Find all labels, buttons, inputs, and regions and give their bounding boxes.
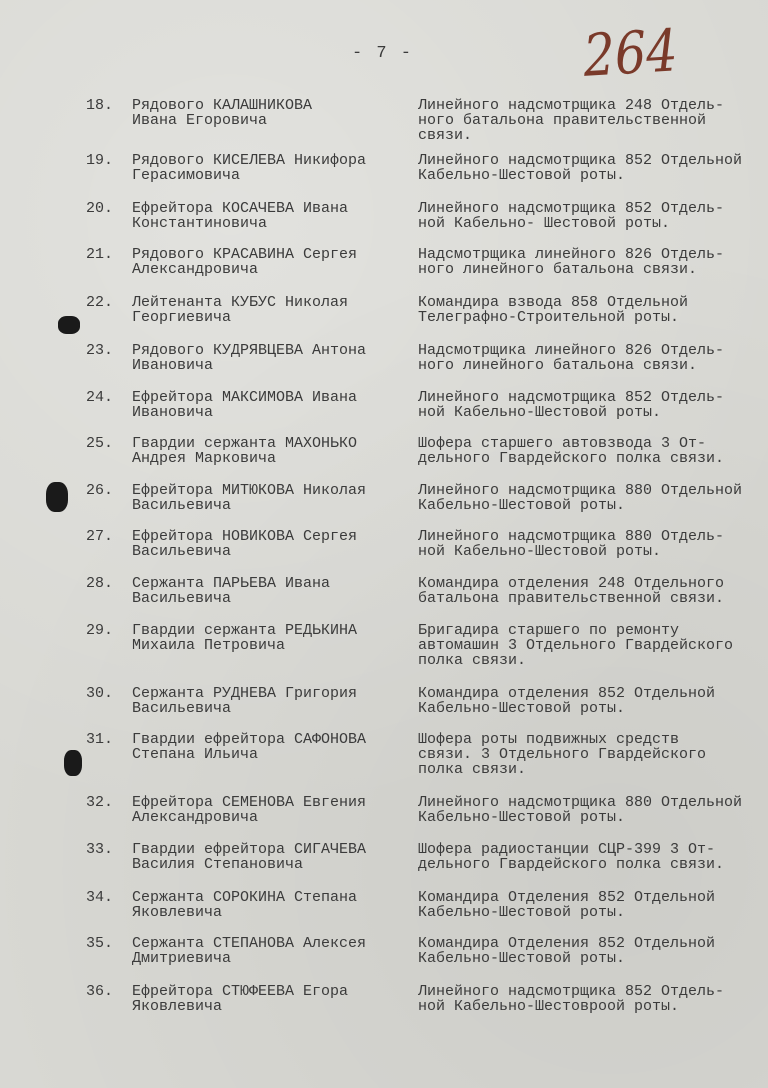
person-name (132, 98, 312, 128)
entry-number: 33. (86, 841, 114, 858)
name-line: Михаила Петровича (132, 637, 286, 654)
name-line: Ефрейтора МИТЮКОВА Николая (132, 482, 367, 499)
description-line: Телеграфно-Строительной роты. (418, 309, 680, 326)
person-name (132, 623, 357, 653)
description-line: дельного Гвардейского полка связи. (418, 450, 725, 467)
entry-number: 26. (86, 482, 114, 499)
position-description (418, 295, 688, 325)
description-line: автомашин 3 Отдельного Гвардейского (418, 637, 734, 654)
name-line: Александровича (132, 809, 259, 826)
entry-number: 34. (86, 889, 114, 906)
name-line: Сержанта РУДНЕВА Григория (132, 685, 358, 702)
description-line: Кабельно-Шестовой роты. (418, 950, 626, 967)
position-description (418, 842, 724, 872)
description-line: ной Кабельно-Шестовроой роты. (418, 998, 680, 1015)
person-name (132, 343, 366, 373)
name-line: Гвардии сержанта РЕДЬКИНА (132, 622, 358, 639)
person-name (132, 686, 357, 716)
position-description (418, 529, 724, 559)
person-name (132, 295, 348, 325)
position-description (418, 390, 724, 420)
name-line: Гвардии ефрейтора СИГАЧЕВА (132, 841, 367, 858)
position-description (418, 623, 733, 668)
description-line: ного линейного батальона связи. (418, 357, 698, 374)
name-line: Георгиевича (132, 309, 232, 326)
name-line: Васильевича (132, 497, 232, 514)
name-line: Лейтенанта КУБУС Николая (132, 294, 349, 311)
position-description (418, 483, 742, 513)
description-line: Линейного надсмотрщика 248 Отдель- (418, 97, 725, 114)
description-line: Кабельно-Шестовой роты. (418, 700, 626, 717)
description-line: полка связи. (418, 652, 527, 669)
description-line: ного батальона правительственной (418, 112, 707, 129)
name-line: Василия Степановича (132, 856, 304, 873)
description-line: Командира отделения 248 Отдельного (418, 575, 725, 592)
entry-number: 30. (86, 685, 114, 702)
entry-number: 19. (86, 152, 114, 169)
description-line: Линейного надсмотрщика 852 Отдель- (418, 983, 725, 1000)
description-line: ного линейного батальона связи. (418, 261, 698, 278)
name-line: Васильевича (132, 543, 232, 560)
description-line: Линейного надсмотрщика 880 Отдель- (418, 528, 725, 545)
name-line: Андрея Марковича (132, 450, 277, 467)
position-description (418, 732, 706, 777)
position-description (418, 436, 724, 466)
entry-number: 23. (86, 342, 114, 359)
description-line: Линейного надсмотрщика 852 Отдельной (418, 152, 743, 169)
name-line: Сержанта СТЕПАНОВА Алексея (132, 935, 367, 952)
entry-number: 32. (86, 794, 114, 811)
description-line: дельного Гвардейского полка связи. (418, 856, 725, 873)
person-name (132, 436, 357, 466)
position-description (418, 936, 715, 966)
binding-hole (46, 482, 68, 512)
person-name (132, 247, 357, 277)
name-line: Гвардии сержанта МАХОНЬКО (132, 435, 358, 452)
name-line: Константиновича (132, 215, 268, 232)
position-description (418, 576, 724, 606)
person-name (132, 936, 366, 966)
name-line: Рядового КИСЕЛЕВА Никифора (132, 152, 367, 169)
description-line: связи. 3 Отдельного Гвардейского (418, 746, 707, 763)
position-description (418, 984, 724, 1014)
description-line: ной Кабельно-Шестовой роты. (418, 404, 662, 421)
entry-number: 24. (86, 389, 114, 406)
description-line: Кабельно-Шестовой роты. (418, 167, 626, 184)
description-line: ной Кабельно-Шестовой роты. (418, 543, 662, 560)
description-line: ной Кабельно- Шестовой роты. (418, 215, 671, 232)
description-line: Командира отделения 852 Отдельной (418, 685, 716, 702)
name-line: Степана Ильича (132, 746, 259, 763)
person-name (132, 984, 348, 1014)
name-line: Ефрейтора КОСАЧЕВА Ивана (132, 200, 349, 217)
position-description (418, 890, 715, 920)
entry-number: 31. (86, 731, 114, 748)
position-description (418, 795, 742, 825)
page-number: - 7 - (352, 44, 414, 63)
name-line: Гвардии ефрейтора САФОНОВА (132, 731, 367, 748)
entry-number: 18. (86, 97, 114, 114)
entry-number: 25. (86, 435, 114, 452)
description-line: Бригадира старшего по ремонту (418, 622, 680, 639)
description-line: связи. (418, 127, 473, 144)
name-line: Сержанта СОРОКИНА Степана (132, 889, 358, 906)
entry-number: 36. (86, 983, 114, 1000)
description-line: Линейного надсмотрщика 852 Отдель- (418, 389, 725, 406)
name-line: Ивановича (132, 404, 214, 421)
name-line: Яковлевича (132, 904, 223, 921)
binding-hole (58, 316, 80, 334)
description-line: Надсмотрщика линейного 826 Отдель- (418, 342, 725, 359)
name-line: Рядового КРАСАВИНА Сергея (132, 246, 358, 263)
description-line: Линейного надсмотрщика 852 Отдель- (418, 200, 725, 217)
position-description (418, 153, 742, 183)
position-description (418, 247, 724, 277)
description-line: Шофера старшего автовзвода 3 От- (418, 435, 707, 452)
name-line: Александровича (132, 261, 259, 278)
description-line: Надсмотрщика линейного 826 Отдель- (418, 246, 725, 263)
entry-number: 35. (86, 935, 114, 952)
position-description (418, 686, 715, 716)
person-name (132, 201, 348, 231)
entry-number: 29. (86, 622, 114, 639)
name-line: Ивановича (132, 357, 214, 374)
person-name (132, 390, 357, 420)
position-description (418, 98, 724, 143)
description-line: Командира взвода 858 Отдельной (418, 294, 689, 311)
description-line: Кабельно-Шестовой роты. (418, 809, 626, 826)
description-line: Кабельно-Шестовой роты. (418, 497, 626, 514)
position-description (418, 201, 724, 231)
name-line: Рядового КАЛАШНИКОВА (132, 97, 313, 114)
name-line: Васильевича (132, 700, 232, 717)
name-line: Герасимовича (132, 167, 241, 184)
entry-number: 21. (86, 246, 114, 263)
name-line: Рядового КУДРЯВЦЕВА Антона (132, 342, 367, 359)
person-name (132, 576, 330, 606)
binding-hole (64, 750, 82, 776)
description-line: батальона правительственной связи. (418, 590, 725, 607)
person-name (132, 890, 357, 920)
description-line: Линейного надсмотрщика 880 Отдельной (418, 482, 743, 499)
position-description (418, 343, 724, 373)
description-line: Шофера роты подвижных средств (418, 731, 680, 748)
entry-number: 20. (86, 200, 114, 217)
name-line: Дмитриевича (132, 950, 232, 967)
description-line: Кабельно-Шестовой роты. (418, 904, 626, 921)
description-line: Линейного надсмотрщика 880 Отдельной (418, 794, 743, 811)
name-line: Ефрейтора НОВИКОВА Сергея (132, 528, 358, 545)
entry-number: 22. (86, 294, 114, 311)
name-line: Ефрейтора СТЮФЕЕВА Егора (132, 983, 349, 1000)
entry-number: 28. (86, 575, 114, 592)
person-name (132, 795, 366, 825)
name-line: Ефрейтора СЕМЕНОВА Евгения (132, 794, 367, 811)
description-line: Командира Отделения 852 Отдельной (418, 935, 716, 952)
name-line: Васильевича (132, 590, 232, 607)
description-line: Шофера радиостанции СЦР-399 3 От- (418, 841, 716, 858)
description-line: полка связи. (418, 761, 527, 778)
person-name (132, 153, 366, 183)
person-name (132, 732, 366, 762)
person-name (132, 529, 357, 559)
name-line: Сержанта ПАРЬЕВА Ивана (132, 575, 331, 592)
name-line: Ефрейтора МАКСИМОВА Ивана (132, 389, 358, 406)
entry-number: 27. (86, 528, 114, 545)
handwritten-sheet-number: 264 (582, 16, 680, 90)
person-name (132, 842, 366, 872)
person-name (132, 483, 366, 513)
description-line: Командира Отделения 852 Отдельной (418, 889, 716, 906)
name-line: Яковлевича (132, 998, 223, 1015)
name-line: Ивана Егоровича (132, 112, 268, 129)
